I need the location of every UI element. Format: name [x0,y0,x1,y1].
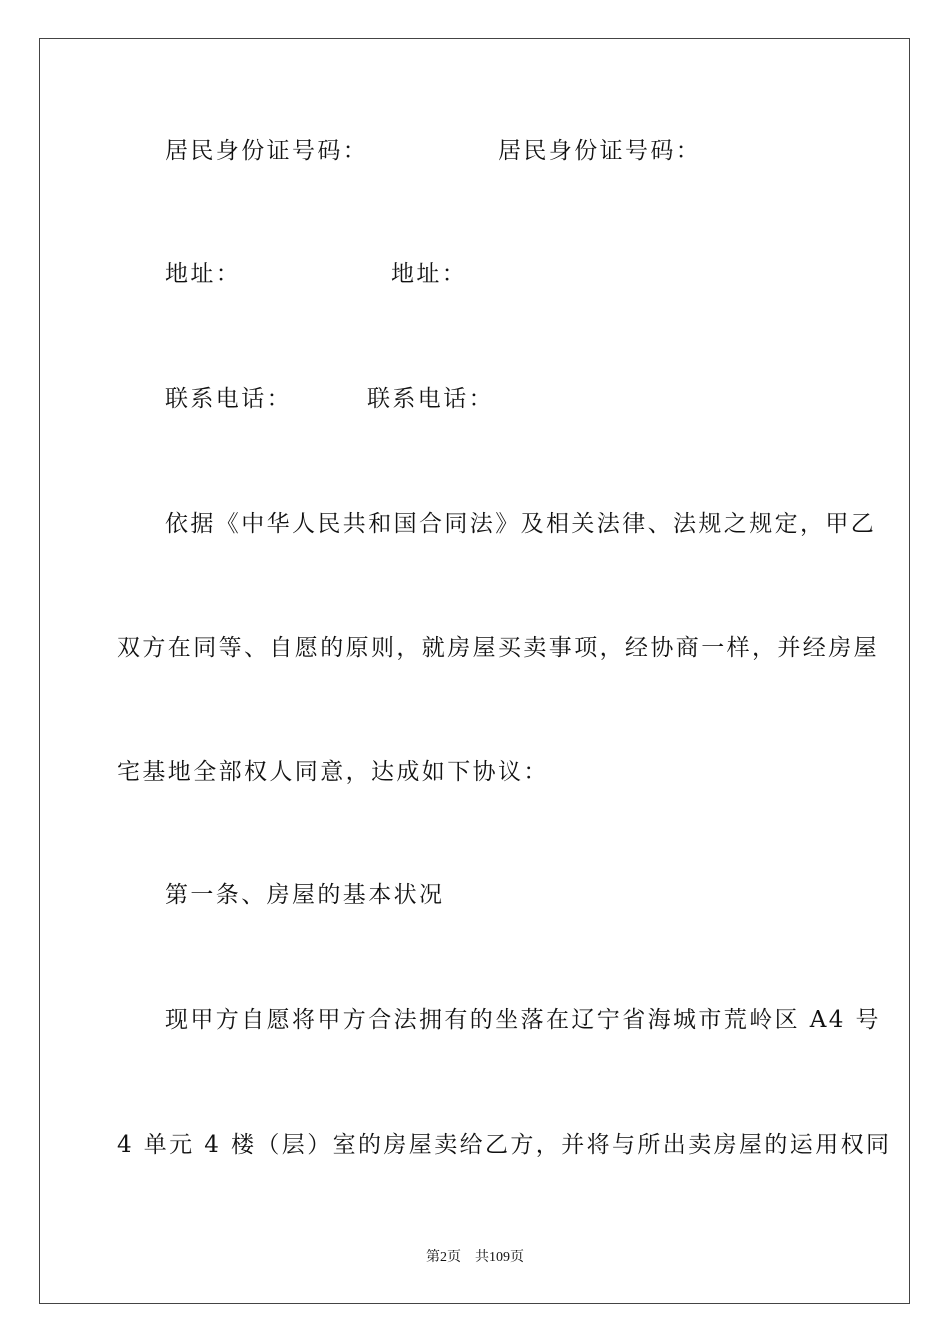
paragraph-2-line-2: 4 单元 4 楼（层）室的房屋卖给乙方，并将与所出卖房屋的运用权同 [117,1132,892,1158]
address-label-party-b: 地址： [391,261,468,287]
page-number-total: 共109页 [475,1250,524,1265]
page-footer [0,1246,950,1266]
paragraph-1-line-2: 双方在同等、自愿的原则，就房屋买卖事项，经协商一样，并经房屋 [117,635,879,661]
id-number-label-party-a: 居民身份证号码： [165,138,369,164]
article-1-heading: 第一条、房屋的基本状况 [165,882,445,908]
phone-label-party-a: 联系电话： [165,386,292,412]
address-label-party-a: 地址： [165,261,242,287]
page-frame [39,38,910,1304]
page-number-current: 第2页 [426,1250,461,1265]
phone-label-party-b: 联系电话： [367,386,494,412]
paragraph-1-line-1: 依据《中华人民共和国合同法》及相关法律、法规之规定，甲乙 [165,511,877,537]
id-number-label-party-b: 居民身份证号码： [498,138,702,164]
paragraph-2-line-1: 现甲方自愿将甲方合法拥有的坐落在辽宁省海城市荒岭区 A4 号 [165,1007,881,1033]
paragraph-1-line-3: 宅基地全部权人同意，达成如下协议： [117,759,549,785]
